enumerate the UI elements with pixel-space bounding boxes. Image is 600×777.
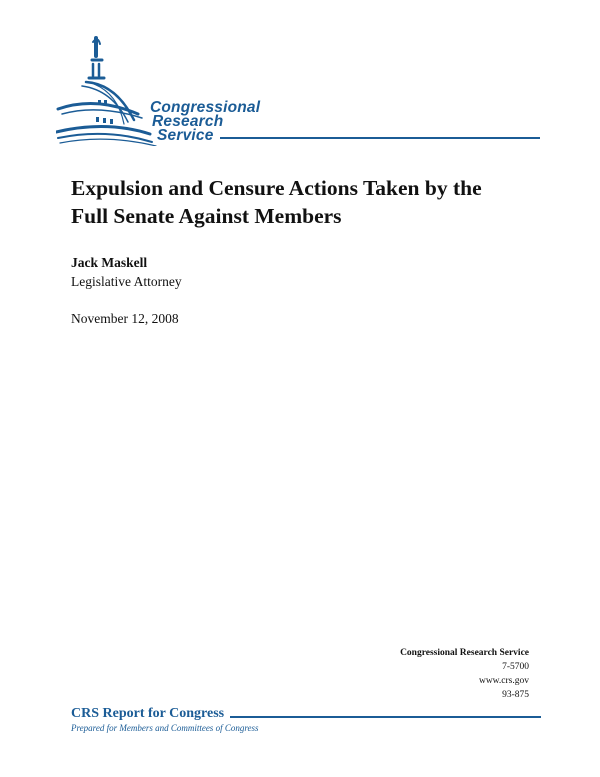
organization-name: Congressional Research Service <box>400 648 529 658</box>
phone-number: 7-5700 <box>502 662 529 672</box>
publication-date: November 12, 2008 <box>71 311 179 326</box>
logo-text-line: Service <box>157 127 214 144</box>
author-role: Legislative Attorney <box>71 274 182 289</box>
report-number: 93-875 <box>502 690 529 700</box>
title-line: Expulsion and Censure Actions Taken by the <box>71 176 482 200</box>
website-link[interactable]: www.crs.gov <box>478 676 529 686</box>
logo-text-line: Research <box>152 113 224 130</box>
report-info-block <box>400 646 529 702</box>
document-title <box>71 174 482 230</box>
header-divider <box>220 137 540 139</box>
author-name: Jack Maskell <box>71 255 148 270</box>
footer-subtitle: Prepared for Members and Committees of Congress <box>71 723 259 733</box>
title-line: Full Senate Against Members <box>71 204 342 228</box>
footer-title: CRS Report for Congress <box>71 706 225 721</box>
logo-text-line: Congressional <box>150 99 261 116</box>
footer-divider <box>230 716 541 718</box>
